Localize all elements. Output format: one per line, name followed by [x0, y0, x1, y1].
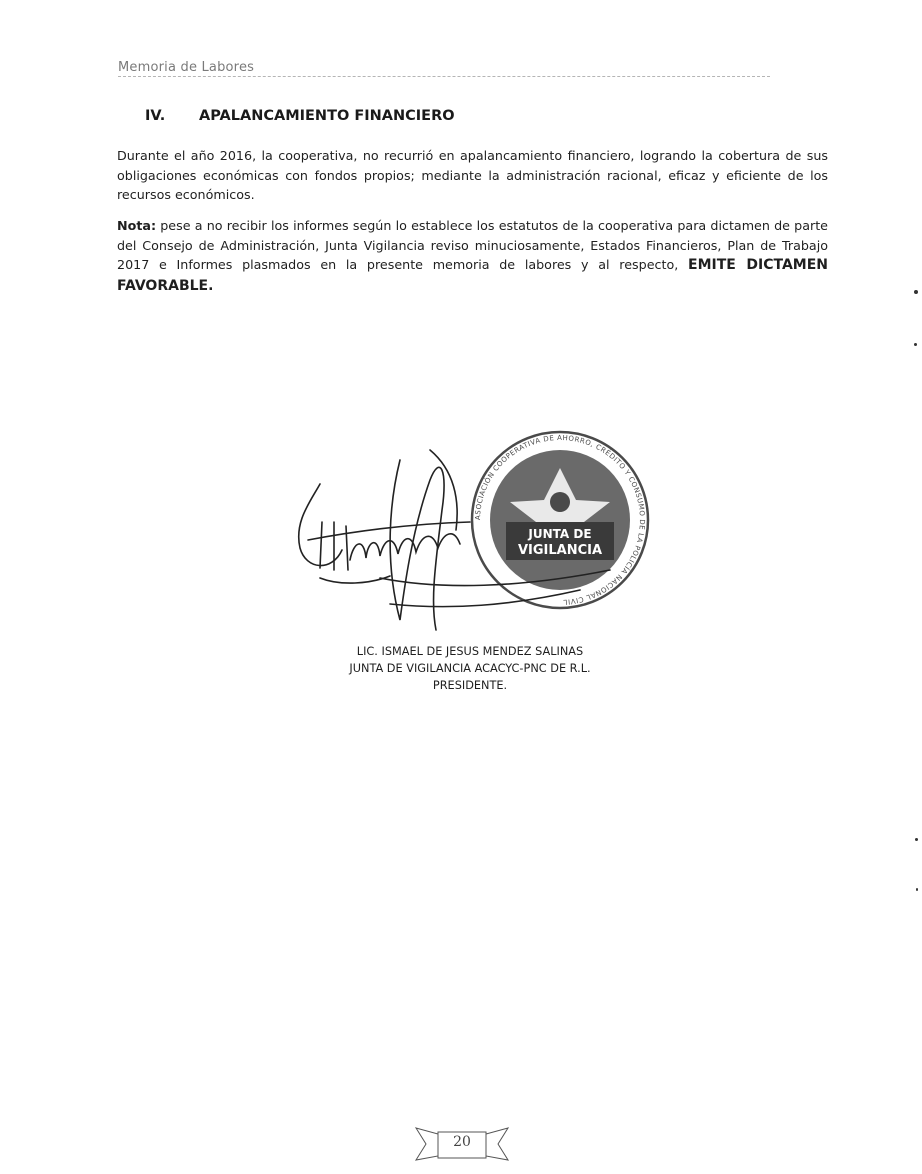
- page-header: [118, 56, 770, 77]
- note-verdict: EMITE DICTAMEN FAVORABLE.: [117, 257, 829, 294]
- seal-emblem: [550, 492, 570, 512]
- note-label: Nota:: [117, 218, 157, 233]
- signer-organization: JUNTA DE VIGILANCIA ACACYC-PNC DE R.L.: [349, 662, 591, 675]
- section-number: IV.: [145, 108, 166, 124]
- scan-speck: [914, 290, 918, 294]
- signature-and-seal: [280, 410, 660, 650]
- signature-seal-graphic: [280, 410, 660, 650]
- seal-ring-text: ASOCIACIÓN COOPERATIVA DE AHORRO, CRÉDITO Y CONSUMO DE LA POLICÍA NACIONAL CIVIL: [473, 433, 647, 606]
- note-text: pese a no recibir los informes según lo establece los estatutos de la cooperativa para dictamen de parte del Consejo de Administración, Junta Vigilancia reviso minuciosamente, Estados Financieros, Plan de Trabajo 2017 e Informes plasmados en la presente memoria de labores y al respecto,: [117, 218, 828, 272]
- paragraph-note: [117, 216, 828, 296]
- section-heading: [145, 108, 455, 124]
- section-title: APALANCAMIENTO FINANCIERO: [199, 108, 455, 124]
- scan-speck: [916, 888, 918, 891]
- seal-center-text-2: VIGILANCIA: [517, 543, 603, 558]
- official-seal: [472, 432, 648, 608]
- scan-speck: [914, 343, 917, 346]
- signer-name: LIC. ISMAEL DE JESUS MENDEZ SALINAS: [356, 645, 584, 658]
- paragraph-financing: Durante el año 2016, la cooperativa, no recurrió en apalancamiento financiero, logrando la cobertura de sus obligaciones económicas con fondos propios; mediante la administración racional, eficaz y eficiente de los recursos económicos.: [117, 148, 828, 202]
- header-title: Memoria de Labores: [118, 60, 255, 75]
- scan-speck: [915, 838, 918, 841]
- page-number: 20: [453, 1134, 471, 1150]
- signer-role: PRESIDENTE.: [432, 679, 508, 692]
- page-number-ribbon: [412, 1122, 512, 1164]
- seal-center-text-1: JUNTA DE: [528, 527, 592, 541]
